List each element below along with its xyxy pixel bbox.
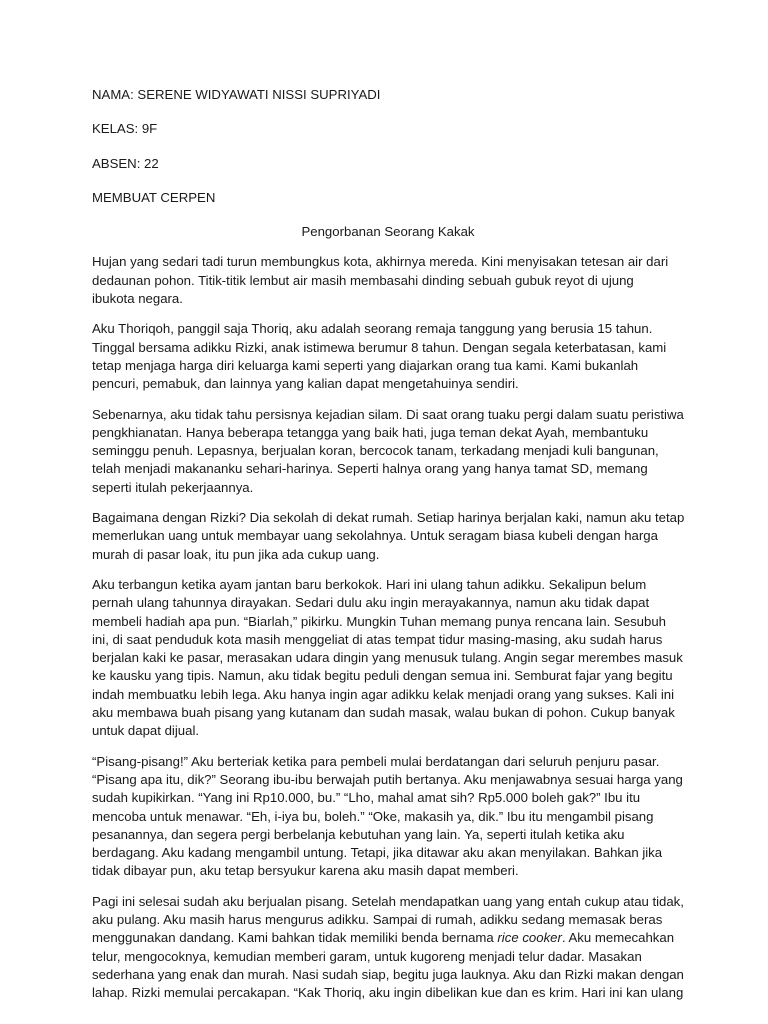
paragraph-line: pesanannya, dan segera pergi berbelanja kebutuhan yang lain. Ya, seperti itulah ketika aku — [92, 826, 625, 842]
paragraph-line: mencoba untuk menawar. “Eh, i-iya bu, boleh.” “Oke, makasih ya, dik.” Ibu itu mengambil pisang — [92, 808, 654, 824]
student-name: NAMA: SERENE WIDYAWATI NISSI SUPRIYADI — [92, 87, 381, 102]
paragraph-line: seperti itulah pekerjaannya. — [92, 479, 254, 495]
paragraph-line: ini, di saat penduduk kota masih menggeliat di atas tempat tidur masing-masing, aku sudah harus — [92, 631, 663, 647]
paragraph-line: pencuri, pemabuk, dan lainnya yang kalian dapat mengetahuinya sendiri. — [92, 376, 519, 392]
student-class: KELAS: 9F — [92, 121, 158, 137]
story-paragraph — [92, 576, 684, 741]
text-segment: menggunakan dandang. Kami bahkan tidak memiliki benda bernama — [92, 930, 498, 946]
paragraph-line: “Pisang apa itu, dik?” Seorang ibu-ibu berwajah putih bertanya. Aku menjawabnya sesuai harga yang — [92, 771, 683, 787]
paragraph-line: Bagaimana dengan Rizki? Dia sekolah di dekat rumah. Setiap harinya berjalan kaki, namun aku tetap — [92, 510, 685, 526]
story-paragraph — [92, 509, 684, 564]
paragraph-line: membeli hadiah apa pun. “Biarlah,” pikirku. Mungkin Tuhan memang punya rencana lain. Sesubuh — [92, 613, 666, 629]
paragraph-line: Hujan yang sedari tadi turun membungkus kota, akhirnya mereda. Kini menyisakan tetesan air dari — [92, 254, 669, 270]
paragraph-line: sederhana yang enak dan murah. Nasi sudah siap, begitu juga lauknya. Aku dan Rizki makan dengan — [92, 966, 684, 982]
paragraph-line: aku membawa buah pisang yang kutanam dan sudah masak, walau bukan di pohon. Cukup banyak — [92, 705, 675, 721]
paragraph-line: lahap. Rizki memulai percakapan. “Kak Thoriq, aku ingin dibelikan kue dan es krim. Hari ini kan ulang — [92, 985, 684, 1001]
paragraph-line: ke kausku yang tipis. Namun, aku tidak begitu peduli dengan semua ini. Semburat fajar yang begitu — [92, 668, 673, 684]
paragraph-line: seminggu penuh. Lepasnya, berjualan koran, bercocok tanam, terkadang menjadi kuli bangunan, — [92, 443, 659, 459]
paragraph-line: telah menjadi makananku sehari-harinya. Seperti halnya orang yang hanya tamat SD, memang — [92, 461, 648, 477]
story-body — [92, 253, 684, 880]
paragraph-line: “Pisang-pisang!” Aku berteriak ketika para pembeli mulai berdatangan dari seluruh penjuru pasar. — [92, 753, 660, 769]
story-paragraph — [92, 406, 684, 497]
text-segment: . Aku memecahkan — [561, 930, 675, 946]
story-paragraph — [92, 320, 684, 393]
paragraph-line: aku pulang. Aku masih harus mengurus adikku. Sampai di rumah, adikku sedang memasak beras — [92, 911, 663, 927]
paragraph-line: memerlukan uang untuk membayar uang sekolahnya. Untuk seragam biasa kubeli dengan harga — [92, 528, 658, 544]
italic-term: rice cooker — [497, 930, 562, 946]
paragraph-line: tetap menjaga harga diri keluarga kami seperti yang diajarkan orang tua kami. Kami bukanlah — [92, 357, 639, 373]
paragraph-line: Aku Thoriqoh, panggil saja Thoriq, aku adalah seorang remaja tanggung yang berusia 15 tahun. — [92, 321, 653, 337]
story-title: Pengorbanan Seorang Kakak — [301, 224, 475, 240]
paragraph-line: telur, mengocoknya, kemudian memberi garam, untuk kugoreng menjadi telur dadar. Masakan — [92, 948, 642, 964]
paragraph-line: murah di pasar loak, itu pun jika ada cukup uang. — [92, 546, 380, 562]
paragraph-line — [92, 929, 684, 947]
paragraph-line: berjalan kaki ke pasar, merasakan udara dingin yang menusuk tulang. Angin segar merembes masuk — [92, 650, 683, 666]
story-paragraph — [92, 253, 684, 308]
story-paragraph-last — [92, 893, 684, 1003]
paragraph-line: Aku terbangun ketika ayam jantan baru berkokok. Hari ini ulang tahun adikku. Sekalipun belum — [92, 576, 647, 592]
assignment-title: MEMBUAT CERPEN — [92, 189, 216, 205]
student-number: ABSEN: 22 — [92, 155, 159, 171]
paragraph-line: pengkhianatan. Hanya beberapa tetangga yang baik hati, juga teman dekat Ayah, membantuku — [92, 424, 649, 440]
paragraph-line: indah membuatku lebih lega. Aku hanya ingin agar adikku kelak menjadi orang yang sukses. Kali ini — [92, 686, 675, 702]
paragraph-line: Tinggal bersama adikku Rizki, anak istimewa berumur 8 tahun. Dengan segala keterbatasan, kami — [92, 339, 667, 355]
story-paragraph — [92, 753, 684, 881]
paragraph-line: ibukota negara. — [92, 291, 183, 307]
document-page — [92, 86, 684, 1014]
paragraph-line: dedaunan pohon. Titik-titik lembut air masih membasahi dinding sebuah gubuk reyot di ujung — [92, 272, 634, 288]
paragraph-line: tidak dibayar pun, aku tetap bersyukur karena aku masih dapat memberi. — [92, 863, 519, 879]
paragraph-line: Pagi ini selesai sudah aku berjualan pisang. Setelah mendapatkan uang yang entah cukup atau tidak, — [92, 893, 684, 909]
paragraph-line: berdagang. Aku kadang mengambil untung. Tetapi, jika ditawar aku akan menyilakan. Bahkan jika — [92, 845, 663, 861]
paragraph-line: pernah ulang tahunnya dirayakan. Sedari dulu aku ingin merayakannya, namun aku tidak dapat — [92, 595, 650, 611]
paragraph-line: sudah kupikirkan. “Yang ini Rp10.000, bu.” “Lho, mahal amat sih? Rp5.000 boleh gak?” Ibu itu — [92, 790, 641, 806]
paragraph-line: Sebenarnya, aku tidak tahu persisnya kejadian silam. Di saat orang tuaku pergi dalam suatu peristiwa — [92, 406, 684, 422]
paragraph-line: untuk dapat dijual. — [92, 723, 200, 739]
